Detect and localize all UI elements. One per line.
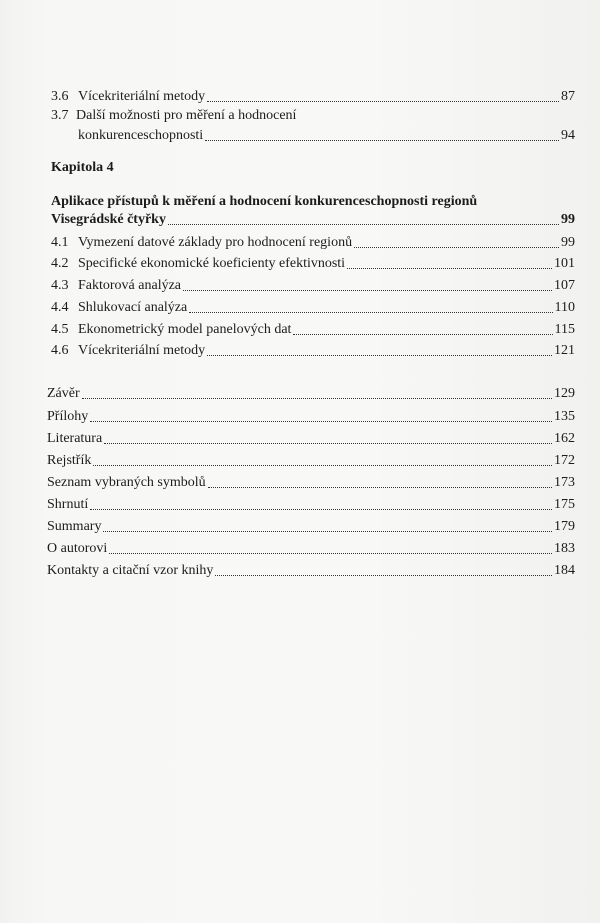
toc-entry-3-7-line2[interactable] <box>78 127 575 145</box>
page-number: 121 <box>554 343 575 358</box>
dot-leader <box>82 397 552 399</box>
page-number: 107 <box>554 278 575 293</box>
entry-title: Kontakty a citační vzor knihy <box>47 563 214 578</box>
page-number: 173 <box>554 475 575 490</box>
dot-leader <box>347 267 552 269</box>
page-number: 172 <box>554 453 575 468</box>
dot-leader <box>103 530 552 532</box>
entry-title: Literatura <box>47 431 103 446</box>
toc-entry-4-2[interactable] <box>51 255 575 273</box>
dot-leader <box>293 333 552 335</box>
toc-entry-summary[interactable] <box>47 518 575 536</box>
chapter-title-line2: Visegrádské čtyřky <box>51 212 166 227</box>
page-number: 110 <box>554 300 575 315</box>
page-number: 184 <box>554 563 575 578</box>
entry-title: Rejstřík <box>47 453 92 468</box>
dot-leader <box>90 508 552 510</box>
chapter-label: Kapitola 4 <box>51 160 114 175</box>
toc-entry-o-autorovi[interactable] <box>47 540 575 558</box>
section-number: 4.2 <box>51 256 69 271</box>
toc-entry-4-4[interactable] <box>51 299 575 317</box>
section-number: 3.6 <box>51 89 69 104</box>
dot-leader <box>215 574 552 576</box>
chapter-title-line1[interactable]: Aplikace přístupů k měření a hodnocení konkurenceschopnosti regionů <box>51 194 478 209</box>
page-number: 162 <box>554 431 575 446</box>
entry-title: Seznam vybraných symbolů <box>47 475 206 490</box>
section-number: 4.1 <box>51 235 69 250</box>
entry-title: Summary <box>47 519 102 534</box>
dot-leader <box>205 139 559 141</box>
section-number: 4.6 <box>51 343 69 358</box>
section-title: Vymezení datové základy pro hodnocení regionů <box>78 235 353 250</box>
dot-leader <box>90 420 552 422</box>
toc-entry-3-6[interactable] <box>51 88 575 106</box>
page-number: 179 <box>554 519 575 534</box>
section-number: 4.3 <box>51 278 69 293</box>
toc-entry-3-7-line1[interactable] <box>51 106 296 126</box>
toc-entry-4-6[interactable] <box>51 342 575 360</box>
entry-title: Přílohy <box>47 409 89 424</box>
section-title: Faktorová analýza <box>78 278 182 293</box>
page-number: 175 <box>554 497 575 512</box>
section-title: Vícekriteriální metody <box>78 343 206 358</box>
toc-entry-literatura[interactable] <box>47 430 575 448</box>
section-number: 4.5 <box>51 322 69 337</box>
entry-title: Shrnutí <box>47 497 89 512</box>
page-number: 87 <box>561 89 575 104</box>
dot-leader <box>207 354 552 356</box>
entry-title: Závěr <box>47 386 80 401</box>
page-number: 129 <box>554 386 575 401</box>
dot-leader <box>207 100 559 102</box>
dot-leader <box>168 223 559 225</box>
toc-entry-zaver[interactable] <box>47 385 575 403</box>
section-title: Specifické ekonomické koeficienty efektivnosti <box>78 256 346 271</box>
section-title: Ekonometrický model panelových dat <box>78 322 292 337</box>
section-title-line1: Další možnosti pro měření a hodnocení <box>76 108 297 123</box>
toc-entry-seznam-symbolu[interactable] <box>47 474 575 492</box>
toc-entry-shrnuti[interactable] <box>47 496 575 514</box>
toc-entry-prilohy[interactable] <box>47 408 575 426</box>
page-number: 94 <box>561 128 575 143</box>
toc-entry-4-3[interactable] <box>51 277 575 295</box>
page-number: 99 <box>561 235 575 250</box>
dot-leader <box>93 464 552 466</box>
page-number: 183 <box>554 541 575 556</box>
toc-entry-kontakty[interactable] <box>47 562 575 580</box>
dot-leader <box>104 442 552 444</box>
page-number: 135 <box>554 409 575 424</box>
section-title: Vícekriteriální metody <box>78 89 206 104</box>
page-number: 115 <box>554 322 575 337</box>
dot-leader <box>208 486 552 488</box>
dot-leader <box>189 311 552 313</box>
toc-entry-4-5[interactable] <box>51 321 575 339</box>
dot-leader <box>183 289 552 291</box>
chapter-title-line2-entry[interactable] <box>51 211 575 229</box>
entry-title: O autorovi <box>47 541 108 556</box>
section-number: 3.7 <box>51 108 69 123</box>
dot-leader <box>354 246 559 248</box>
toc-entry-rejstrik[interactable] <box>47 452 575 470</box>
toc-entry-4-1[interactable] <box>51 234 575 252</box>
dot-leader <box>109 552 552 554</box>
section-title-line2: konkurenceschopnosti <box>78 128 204 143</box>
page-number: 101 <box>554 256 575 271</box>
page-number: 99 <box>561 212 575 227</box>
section-title: Shlukovací analýza <box>78 300 188 315</box>
section-number: 4.4 <box>51 300 69 315</box>
